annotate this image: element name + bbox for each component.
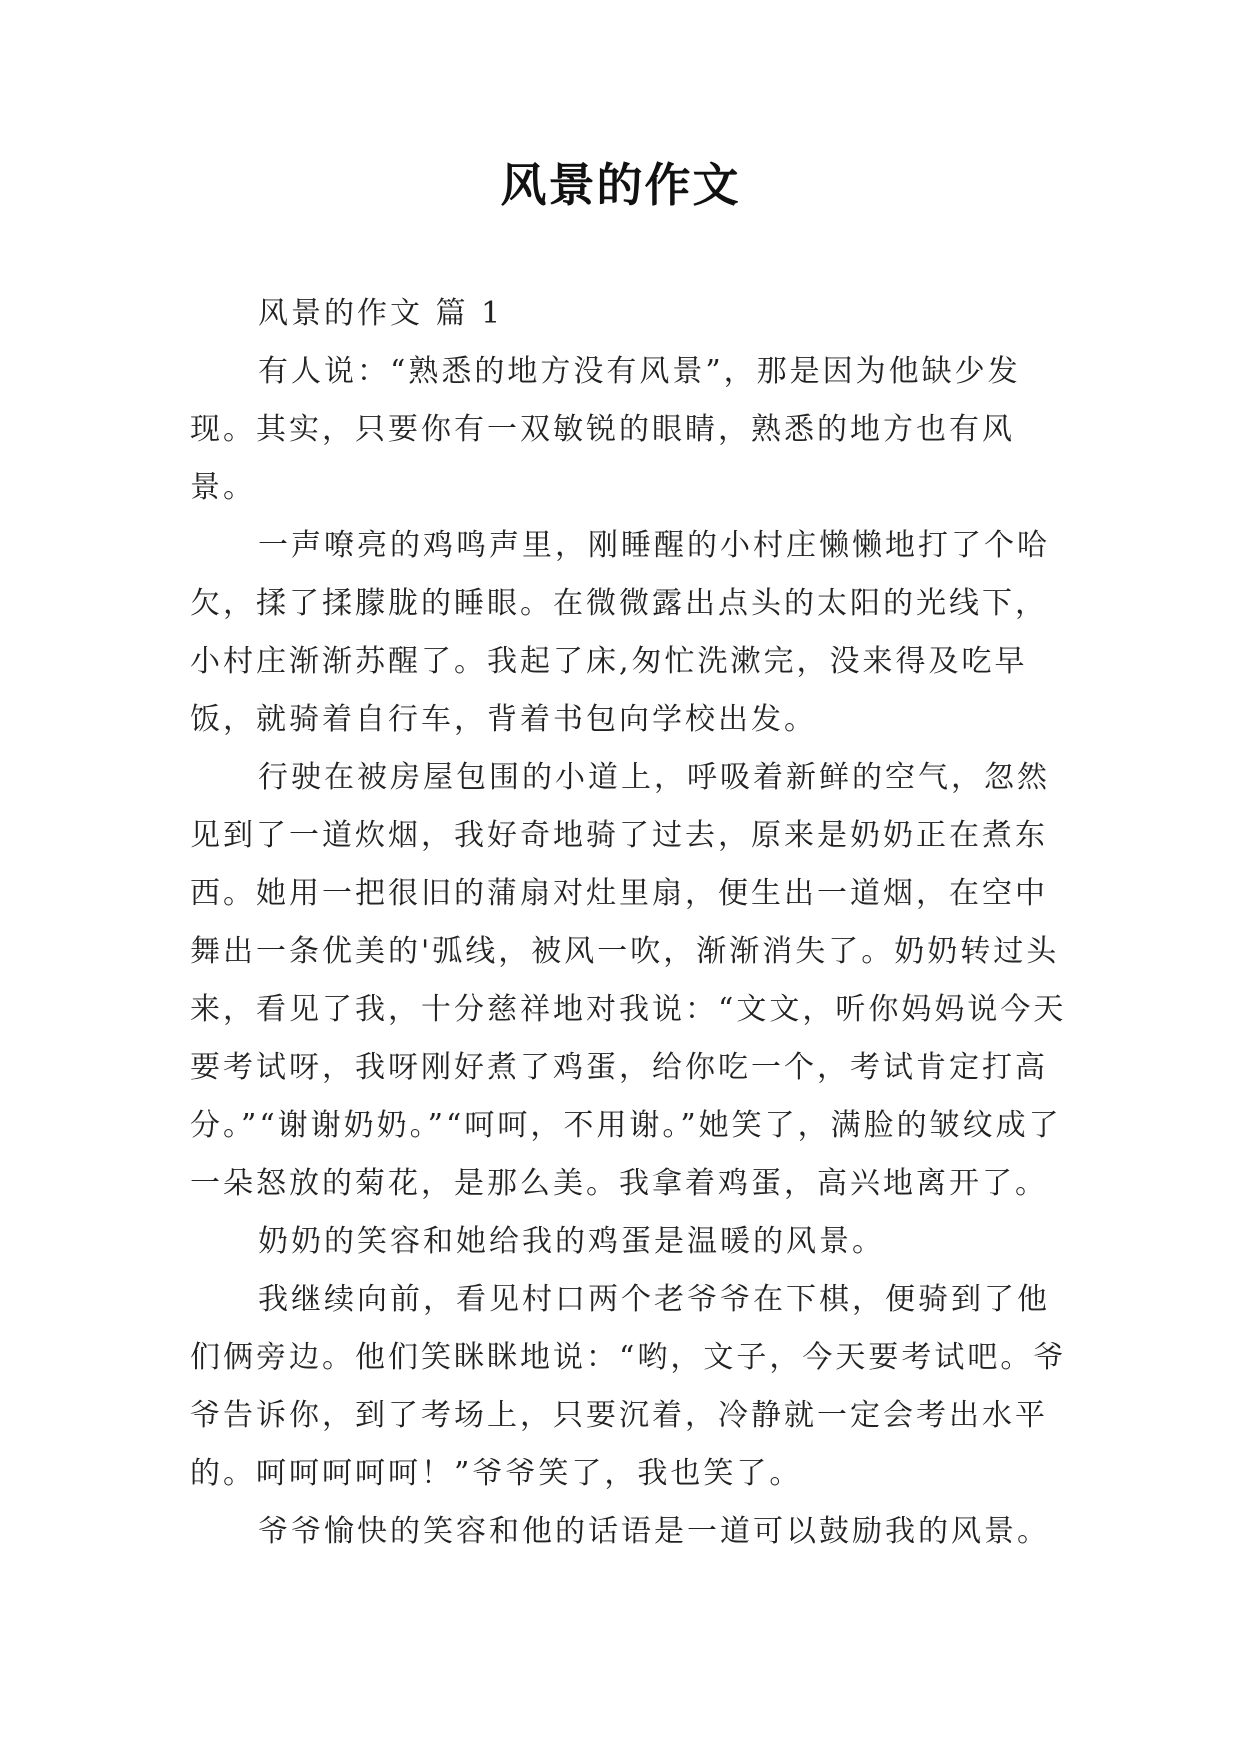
paragraph: 一声嘹亮的鸡鸣声里，刚睡醒的小村庄懒懒地打了个哈欠，揉了揉朦胧的睡眼。在微微露出点头的太阳的光线下，小村庄渐渐苏醒了。我起了床,匆忙洗漱完，没来得及吃早饭，就骑着自行车，背着书包向学校出发。 — [190, 528, 1050, 737]
paragraph: 行驶在被房屋包围的小道上，呼吸着新鲜的空气，忽然见到了一道炊烟，我好奇地骑了过去，原来是奶奶正在煮东西。她用一把很旧的蒲扇对灶里扇，便生出一道烟，在空中舞出一条优美的'弧线，被风一吹，渐渐消失了。奶奶转过头来，看见了我，十分慈祥地对我说：“文文，听你妈妈说今天要考试呀，我呀刚好煮了鸡蛋，给你吃一个，考试肯定打高分。”“谢谢奶奶。”“呵呵，不用谢。”她笑了，满脸的皱纹成了一朵怒放的菊花，是那么美。我拿着鸡蛋，高兴地离开了。 — [190, 760, 1067, 1201]
paragraph: 有人说：“熟悉的地方没有风景”，那是因为他缺少发现。其实，只要你有一双敏锐的眼睛，熟悉的地方也有风景。 — [190, 354, 1021, 505]
document-title: 风景的作文 — [500, 158, 741, 212]
paragraph: 爷爷愉快的笑容和他的话语是一道可以鼓励我的风景。 — [258, 1514, 1050, 1549]
document-body — [190, 285, 1070, 1561]
paragraph: 奶奶的笑容和她给我的鸡蛋是温暖的风景。 — [258, 1224, 885, 1259]
paragraph: 我继续向前，看见村口两个老爷爷在下棋，便骑到了他们俩旁边。他们笑眯眯地说：“哟，文子，今天要考试吧。爷爷告诉你，到了考场上，只要沉着，冷静就一定会考出水平的。呵呵呵呵呵！”爷爷笑了，我也笑了。 — [190, 1282, 1067, 1491]
section-heading: 风景的作文 篇 1 — [258, 296, 504, 331]
